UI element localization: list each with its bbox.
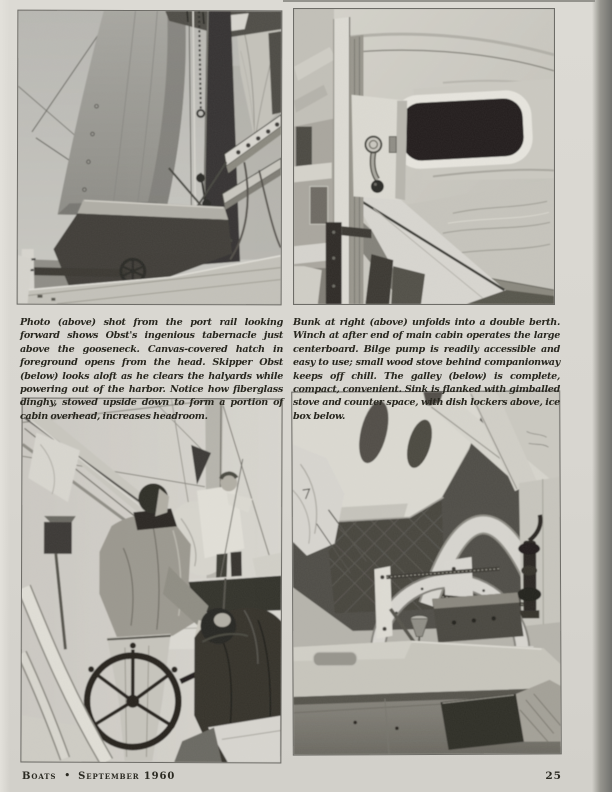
page-number: 25 (545, 770, 562, 782)
photo-galley-gimballed-stove (291, 390, 562, 755)
scan-top-edge (283, 0, 595, 2)
caption-right-column: Bunk at right (above) unfolds into a double berth. Winch at after end of main cabin operates the large centerboard. Bilge pump is readily accessible and easy to use; small wood stove behind companionway keeps off chill. The galley (below) is complete, compact, convenient. Sink is flanked with gimballed stove and counter space, with dish lockers above, ice box below. (293, 317, 560, 422)
photo-skipper-at-wheel (20, 398, 282, 764)
scan-right-edge (592, 0, 612, 792)
footer-bullet: • (64, 771, 71, 781)
footer-magazine-line (22, 771, 175, 782)
photo-tabernacle-sail (17, 10, 283, 306)
caption-left-column: Photo (above) shot from the port rail looking forward shows Obst's ingenious tabernacle just above the gooseneck. Canvas-covered hatch in foreground opens from the head. Skipper Obst (below) looks aloft as he clears the halyards while powering out of the harbor. Notice how fiberglass dinghy, stowed upside down to form a portion of cabin overhead, increases headroom. (20, 317, 283, 422)
magazine-name: Boats (22, 771, 57, 782)
page-left-edge (0, 0, 10, 792)
issue-date: September 1960 (78, 771, 176, 782)
photo-bunk-winch (293, 8, 555, 305)
